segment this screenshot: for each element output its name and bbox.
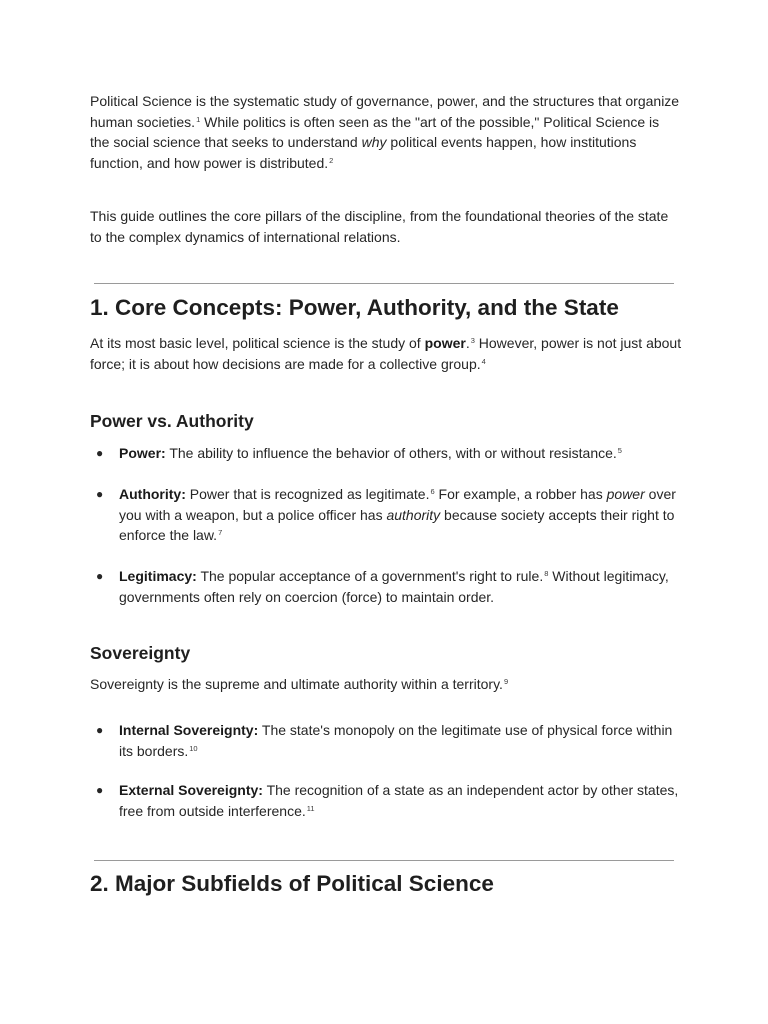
footnote-ref[interactable]: 3 xyxy=(470,336,475,345)
text-run: The state's monopoly on the legitimate use of physical force within its borders. xyxy=(119,722,673,759)
bullet-icon: ● xyxy=(96,446,104,460)
text-run: However, power is not just about force; it is about how decisions are made for a collective group. xyxy=(90,335,682,372)
section-heading-core-concepts: 1. Core Concepts: Power, Authority, and the State xyxy=(90,295,619,320)
text-run: Political Science is the systematic study of governance, power, and the structures that organize human societies. xyxy=(90,93,680,130)
footnote-ref[interactable]: 1 xyxy=(196,114,201,124)
list-item-text xyxy=(119,484,682,546)
text-run: . xyxy=(465,335,470,351)
text-run: The popular acceptance of a government's right to rule. xyxy=(196,568,544,584)
footnote-ref[interactable]: 6 xyxy=(430,487,435,496)
text-run: Power that is recognized as legitimate. xyxy=(185,486,430,502)
bullet-icon: ● xyxy=(96,569,104,583)
bullet-icon: ● xyxy=(96,487,104,501)
text-run: political events happen, how institutions function, and how power is distributed. xyxy=(90,134,637,171)
bold-term: External Sovereignty: xyxy=(119,782,263,798)
footnote-ref[interactable]: 5 xyxy=(617,446,622,455)
list-item xyxy=(90,484,682,546)
text-run: The recognition of a state as an independent actor by other states, free from outside interference. xyxy=(119,782,679,819)
footnote-ref[interactable]: 9 xyxy=(503,677,509,686)
section-intro-paragraph xyxy=(90,333,682,374)
bold-term: power xyxy=(424,335,466,351)
intro-paragraph xyxy=(90,91,682,173)
bold-term: Legitimacy: xyxy=(119,568,197,584)
text-run: over you with a weapon, but a police officer has xyxy=(119,486,676,523)
list-item xyxy=(90,443,682,464)
emphasis-text: why xyxy=(361,134,387,150)
section-heading-major-subfields: 2. Major Subfields of Political Science xyxy=(90,871,494,896)
text-run: Without legitimacy, governments often rely on coercion (force) to maintain order. xyxy=(119,568,669,605)
text-run: Sovereignty is the supreme and ultimate authority within a territory. xyxy=(90,676,503,692)
footnote-ref[interactable]: 11 xyxy=(306,803,315,813)
text-run: The ability to influence the behavior of others, with or without resistance. xyxy=(165,445,617,461)
list-item-text xyxy=(119,566,682,607)
emphasis-text: authority xyxy=(386,506,441,523)
bold-term: Internal Sovereignty: xyxy=(119,722,259,738)
footnote-ref[interactable]: 2 xyxy=(329,155,334,165)
list-item-text xyxy=(119,720,682,761)
section-divider xyxy=(94,860,674,861)
text-run: While politics is often seen as the "art of the possible," Political Science is the social science that seeks to understand xyxy=(90,113,660,150)
list-item xyxy=(90,780,682,821)
list-item-text xyxy=(119,780,682,821)
footnote-ref[interactable]: 10 xyxy=(189,743,198,753)
bold-term: Power: xyxy=(119,445,166,461)
section-divider xyxy=(94,283,674,284)
text-run: At its most basic level, political science is the study of xyxy=(90,335,425,351)
subheading-power-vs-authority: Power vs. Authority xyxy=(90,411,254,431)
footnote-ref[interactable]: 4 xyxy=(481,356,486,366)
footnote-ref[interactable]: 8 xyxy=(544,569,549,578)
list-item-text xyxy=(119,443,682,464)
footnote-ref[interactable]: 7 xyxy=(218,528,223,537)
intro-paragraph-2: This guide outlines the core pillars of the discipline, from the foundational theories of the state to the complex dynamics of international relations. xyxy=(90,208,669,245)
list-item xyxy=(90,566,682,607)
subheading-sovereignty: Sovereignty xyxy=(90,643,191,663)
text-run: because society accepts their right to enforce the law. xyxy=(119,506,675,543)
bullet-icon: ● xyxy=(96,723,104,737)
sovereignty-intro xyxy=(90,674,682,695)
list-item xyxy=(90,720,682,761)
bullet-icon: ● xyxy=(96,783,104,797)
text-run: For example, a robber has xyxy=(434,486,607,502)
bold-term: Authority: xyxy=(119,486,186,502)
emphasis-text: power xyxy=(606,486,645,502)
